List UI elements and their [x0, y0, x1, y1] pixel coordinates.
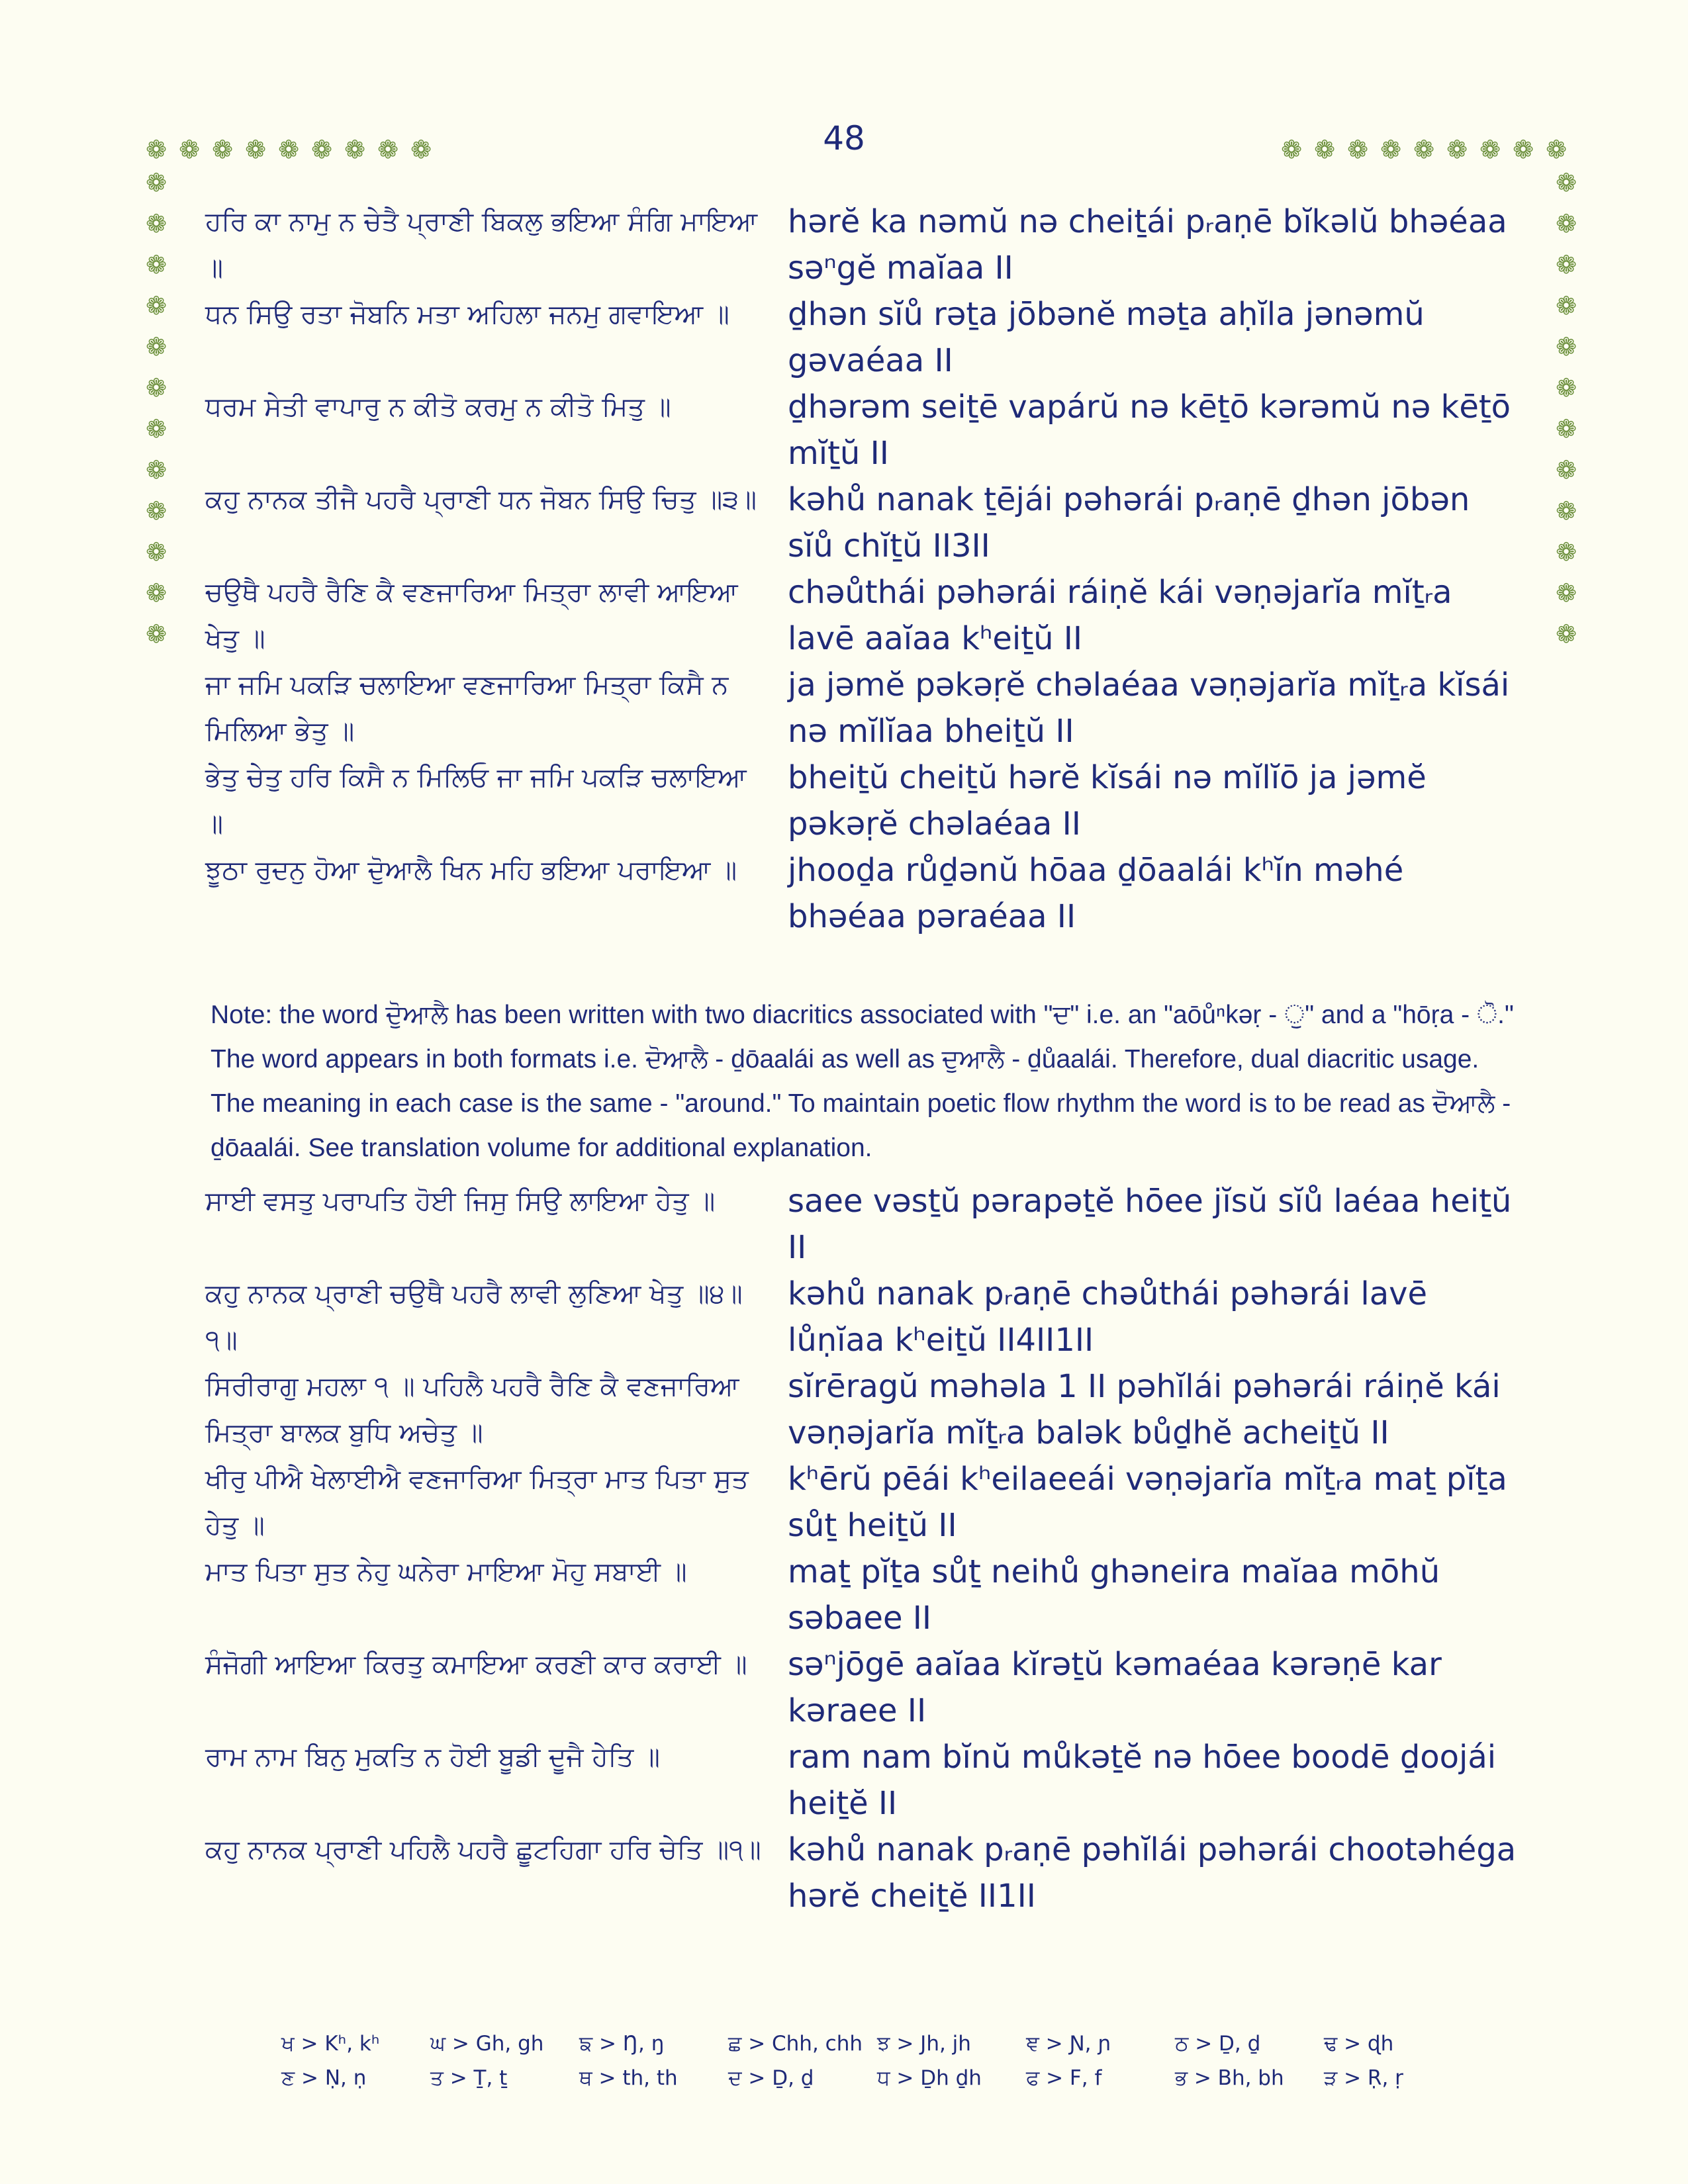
right-flower-border: [1552, 169, 1580, 648]
top-left-flower-border: [142, 136, 435, 163]
flower-ornament-icon: ❁: [146, 414, 167, 443]
flower-ornament-icon: ❁: [1546, 135, 1567, 164]
flower-ornament-icon: ❁: [1446, 135, 1468, 164]
flower-ornament-icon: ❁: [377, 135, 399, 164]
verse-row: [205, 569, 1523, 662]
flower-ornament-icon: ❁: [311, 135, 332, 164]
verse-row: [205, 477, 1523, 569]
flower-ornament-icon: ❁: [212, 135, 233, 164]
transliteration-text: ḏhən sĭů rəṯa jōbənĕ məṯa aḥĭla jənəmŭ gəvaéaa II: [788, 296, 1425, 379]
verse-row: [205, 291, 1523, 384]
flower-ornament-icon: ❁: [1347, 135, 1368, 164]
key-item: ਫ > F, f: [1026, 2066, 1102, 2090]
flower-ornament-icon: ❁: [146, 291, 167, 320]
gurmukhi-text: ਖੀਰੁ ਪੀਐ ਖੇਲਾਈਐ ਵਣਜਾਰਿਆ ਮਿਤ੍ਰਾ ਮਾਤ ਪਿਤਾ ਸੁਤ ਹੇਤੁ ॥: [205, 1464, 749, 1541]
transliteration-key: [281, 2032, 1473, 2101]
key-item: ਢ > ɖh: [1324, 2032, 1394, 2056]
key-item: ਣ > Ṇ, ṇ: [281, 2066, 367, 2090]
verse-row: [205, 384, 1523, 477]
transliteration-text: kʰērŭ pēái kʰeilaeeái vəṇəjarĭa mĭṯᵣa maṯ pĭṯa sůṯ heiṯŭ II: [788, 1461, 1507, 1544]
flower-ornament-icon: ❁: [146, 578, 167, 608]
gurmukhi-text: ਸੰਜੋਗੀ ਆਇਆ ਕਿਰਤੁ ਕਮਾਇਆ ਕਰਣੀ ਕਾਰ ਕਰਾਈ ॥: [205, 1649, 747, 1680]
key-item: ਝ > Jh, jh: [877, 2032, 971, 2056]
gurmukhi-text: ਝੂਠਾ ਰੁਦਨੁ ਹੋਆ ਦੋੁਆਲੈ ਖਿਨ ਮਹਿ ਭਇਆ ਪਰਾਇਆ ॥: [205, 855, 737, 886]
verse-row: [205, 199, 1523, 291]
flower-ornament-icon: ❁: [1380, 135, 1401, 164]
flower-ornament-icon: ❁: [146, 209, 167, 238]
verse-row: [205, 1456, 1523, 1549]
flower-ornament-icon: ❁: [1556, 209, 1577, 238]
left-flower-border: [142, 169, 170, 648]
key-item: ੜ > Ṛ, ṛ: [1324, 2066, 1403, 2090]
flower-ornament-icon: ❁: [1513, 135, 1534, 164]
diacritic-note: Note: the word ਦੋੁਆਲੈ has been written with two diacritics associated with "ਦ" i.e. an "aōůⁿkəṛ - ੁ" and a "hōṛa - ੋ." The word appears in both formats i.e. ਦੋਆਲੈ - ḏōaalái as well as ਦੁਆਲੈ - ḏůaalái. Therefore, dual diacritic usage. The meaning in each case is the same - "around." To maintain poetic flow rhythm the word is to be read as ਦੋਆਲੈ - ḏōaalái. See translation volume for additional explanation.: [211, 1001, 1514, 1162]
key-row: [281, 2066, 1473, 2101]
transliteration-text: kəhů nanak pᵣaṇē chəůthái pəhərái lavē lůṇĭaa kʰeiṯŭ II4II1II: [788, 1275, 1428, 1359]
transliteration-text: səⁿjōgē aaĭaa kĭrəṯŭ kəmaéaa kərəṇē kar kəraee II: [788, 1646, 1442, 1729]
transliteration-text: sĭrēragŭ məhəla 1 II pəhĭlái pəhərái ráiṇĕ kái vəṇəjarĭa mĭṯᵣa balək bůḏhĕ acheiṯŭ II: [788, 1368, 1501, 1451]
transliteration-text: ḏhərəm seiṯē vapárŭ nə kēṯō kərəmŭ nə kēṯō mĭṯŭ II: [788, 388, 1511, 472]
transliteration-text: jhooḏa růḏənŭ hōaa ḏōaalái kʰĭn məhé bhəéaa pəraéaa II: [788, 852, 1404, 935]
flower-ornament-icon: ❁: [146, 373, 167, 402]
flower-ornament-icon: ❁: [179, 135, 200, 164]
verse-row: [205, 1549, 1523, 1641]
flower-ornament-icon: ❁: [1556, 291, 1577, 320]
key-row: [281, 2032, 1473, 2066]
flower-ornament-icon: ❁: [245, 135, 266, 164]
flower-ornament-icon: ❁: [1556, 496, 1577, 525]
gurmukhi-text: ਭੇਤੁ ਚੇਤੁ ਹਰਿ ਕਿਸੈ ਨ ਮਿਲਿਓ ਜਾ ਜਮਿ ਪਕੜਿ ਚਲਾਇਆ ॥: [205, 762, 747, 839]
transliteration-text: bheiṯŭ cheiṯŭ hərĕ kĭsái nə mĭlĭō ja jəmĕ pəkəṛĕ chəlaéaa II: [788, 759, 1427, 842]
gurmukhi-text: ਕਹੁ ਨਾਨਕ ਤੀਜੈ ਪਹਰੈ ਪ੍ਰਾਣੀ ਧਨ ਜੋਬਨ ਸਿਉ ਚਿਤੁ ॥੩॥: [205, 484, 757, 515]
flower-ornament-icon: ❁: [146, 455, 167, 484]
verse-table: [205, 199, 1523, 940]
flower-ornament-icon: ❁: [278, 135, 299, 164]
key-item: ਙ > Ŋ, ŋ: [579, 2032, 665, 2056]
flower-ornament-icon: ❁: [146, 619, 167, 649]
gurmukhi-text: ਰਾਮ ਨਾਮ ਬਿਨੁ ਮੁਕਤਿ ਨ ਹੋਈ ਬੂਡੀ ਦੂਜੈ ਹੇਤਿ ॥: [205, 1742, 660, 1772]
gurmukhi-text: ਧਨ ਸਿਉ ਰਤਾ ਜੋਬਨਿ ਮਤਾ ਅਹਿਲਾ ਜਨਮੁ ਗਵਾਇਆ ॥: [205, 299, 729, 330]
key-item: ਦ > Ḏ, ḏ: [728, 2066, 814, 2090]
flower-ornament-icon: ❁: [1314, 135, 1335, 164]
flower-ornament-icon: ❁: [1556, 332, 1577, 361]
key-item: ਧ > Ḏh ḏh: [877, 2066, 982, 2090]
flower-ornament-icon: ❁: [146, 135, 167, 164]
key-item: ਤ > Ṯ, ṯ: [430, 2066, 508, 2090]
gurmukhi-text: ਕਹੁ ਨਾਨਕ ਪ੍ਰਾਣੀ ਪਹਿਲੈ ਪਹਰੈ ਛੂਟਹਿਗਾ ਹਰਿ ਚੇਤਿ ॥੧॥: [205, 1835, 761, 1865]
flower-ornament-icon: ❁: [146, 332, 167, 361]
key-item: ਭ > Bh, bh: [1175, 2066, 1284, 2090]
verse-table-continued: [205, 1178, 1523, 1919]
gurmukhi-text: ਧਰਮ ਸੇਤੀ ਵਾਪਾਰੁ ਨ ਕੀਤੋ ਕਰਮੁ ਨ ਕੀਤੋ ਮਿਤੁ ॥: [205, 392, 671, 422]
key-item: ਛ > Chh, chh: [728, 2032, 863, 2056]
flower-ornament-icon: ❁: [146, 537, 167, 567]
gurmukhi-text: ਮਾਤ ਪਿਤਾ ਸੁਤ ਨੇਹੁ ਘਨੇਰਾ ਮਾਇਆ ਮੋਹੁ ਸਬਾਈ ॥: [205, 1557, 687, 1587]
flower-ornament-icon: ❁: [1556, 455, 1577, 484]
gurmukhi-text: ਹਰਿ ਕਾ ਨਾਮੁ ਨ ਚੇਤੈ ਪ੍ਰਾਣੀ ਬਿਕਲੁ ਭਇਆ ਸੰਗਿ ਮਾਇਆ ॥: [205, 206, 758, 283]
flower-ornament-icon: ❁: [1413, 135, 1434, 164]
transliteration-text: kəhů nanak pᵣaṇē pəhĭlái pəhərái chootəhéga hərĕ cheiṯĕ II1II: [788, 1831, 1517, 1915]
gurmukhi-text: ਸਾਈ ਵਸਤੁ ਪਰਾਪਤਿ ਹੋਈ ਜਿਸੁ ਸਿਉ ਲਾਇਆ ਹੇਤੁ ॥: [205, 1186, 716, 1216]
flower-ornament-icon: ❁: [146, 496, 167, 525]
flower-ornament-icon: ❁: [410, 135, 432, 164]
key-item: ਘ > Gh, gh: [430, 2032, 544, 2056]
key-item: ਖ > Kʰ, kʰ: [281, 2032, 380, 2056]
flower-ornament-icon: ❁: [1556, 168, 1577, 197]
flower-ornament-icon: ❁: [1556, 414, 1577, 443]
page-number: 48: [823, 119, 865, 158]
key-item: ਞ > Ɲ, ɲ: [1026, 2032, 1111, 2056]
verse-row: [205, 1363, 1523, 1456]
flower-ornament-icon: ❁: [1556, 537, 1577, 567]
gurmukhi-text: ਕਹੁ ਨਾਨਕ ਪ੍ਰਾਣੀ ਚਉਥੈ ਪਹਰੈ ਲਾਵੀ ਲੁਣਿਆ ਖੇਤੁ ॥੪॥੧॥: [205, 1279, 743, 1355]
gurmukhi-text: ਚਉਥੈ ਪਹਰੈ ਰੈਣਿ ਕੈ ਵਣਜਾਰਿਆ ਮਿਤ੍ਰਾ ਲਾਵੀ ਆਇਆ ਖੇਤੁ ॥: [205, 577, 738, 654]
gurmukhi-text: ਸਿਰੀਰਾਗੁ ਮਹਲਾ ੧ ॥ ਪਹਿਲੈ ਪਹਰੈ ਰੈਣਿ ਕੈ ਵਣਜਾਰਿਆ ਮਿਤ੍ਰਾ ਬਾਲਕ ਬੁਧਿ ਅਚੇਤੁ ॥: [205, 1371, 739, 1448]
gurmukhi-text: ਜਾ ਜਮਿ ਪਕੜਿ ਚਲਾਇਆ ਵਣਜਾਰਿਆ ਮਿਤ੍ਰਾ ਕਿਸੈ ਨ ਮਿਲਿਆ ਭੇਤੁ ॥: [205, 670, 729, 747]
verse-row: [205, 754, 1523, 847]
verse-row: [205, 1641, 1523, 1734]
verse-row: [205, 1827, 1523, 1919]
verse-row: [205, 1178, 1523, 1271]
flower-ornament-icon: ❁: [1281, 135, 1302, 164]
flower-ornament-icon: ❁: [1556, 619, 1577, 649]
transliteration-text: maṯ pĭṯa sůṯ neihů ghəneira maĭaa mōhŭ səbaee II: [788, 1553, 1440, 1637]
transliteration-text: hərĕ ka nəmŭ nə cheiṯái pᵣaṇē bĭkəlŭ bhəéaa səⁿgĕ maĭaa II: [788, 203, 1507, 287]
flower-ornament-icon: ❁: [146, 168, 167, 197]
verse-row: [205, 1271, 1523, 1363]
flower-ornament-icon: ❁: [1479, 135, 1501, 164]
top-right-flower-border: [1278, 136, 1570, 163]
flower-ornament-icon: ❁: [146, 250, 167, 279]
transliteration-text: saee vəsṯŭ pərapəṯĕ hōee jĭsŭ sĭů laéaa heiṯŭ II: [788, 1183, 1512, 1266]
flower-ornament-icon: ❁: [1556, 373, 1577, 402]
verse-row: [205, 847, 1523, 940]
transliteration-text: chəůthái pəhərái ráiṇĕ kái vəṇəjarĭa mĭṯᵣa lavē aaĭaa kʰeiṯŭ II: [788, 574, 1452, 657]
flower-ornament-icon: ❁: [1556, 578, 1577, 608]
flower-ornament-icon: ❁: [1556, 250, 1577, 279]
transliteration-text: kəhů nanak ṯējái pəhərái pᵣaṇē ḏhən jōbən sĭů chĭṯŭ II3II: [788, 481, 1470, 565]
transliteration-text: ja jəmĕ pəkəṛĕ chəlaéaa vəṇəjarĭa mĭṯᵣa kĭsái nə mĭlĭaa bheiṯŭ II: [788, 666, 1510, 750]
verse-row: [205, 1734, 1523, 1827]
transliteration-text: ram nam bĭnŭ můkəṯĕ nə hōee boodē ḏoojái heiṯĕ II: [788, 1739, 1497, 1822]
flower-ornament-icon: ❁: [344, 135, 365, 164]
key-item: ਥ > th, th: [579, 2066, 678, 2090]
key-item: ਠ > Ḏ, ḏ: [1175, 2032, 1261, 2056]
verse-row: [205, 662, 1523, 754]
